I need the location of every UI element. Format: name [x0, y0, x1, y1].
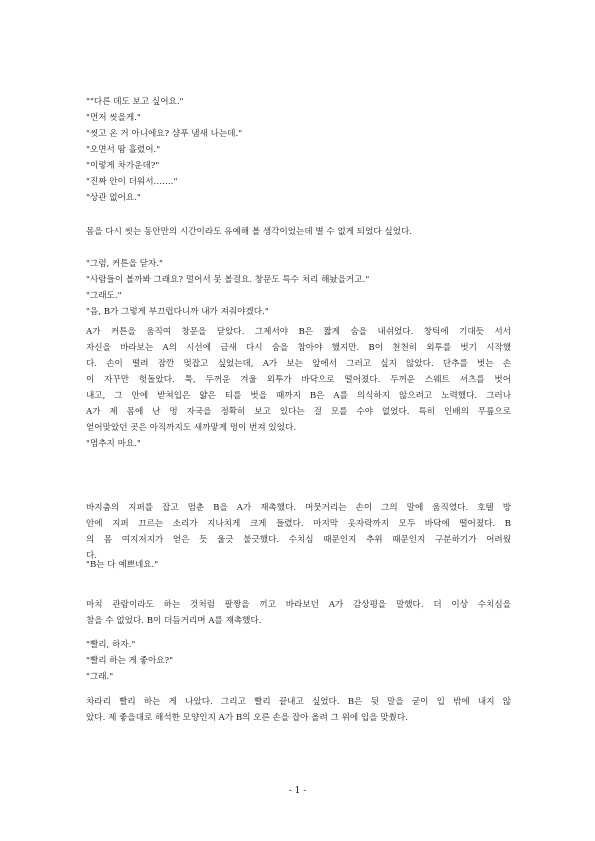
narration-line: 의 몸 여지저지가 얻은 듯 울긋 불긋했다. 수치심 때문인지 추위 때문인지 구분하기가 어려웠 [86, 535, 511, 545]
dialogue-line: ""다른 데도 보고 싶어요." [86, 97, 184, 107]
dialogue-line: "씻고 온 거 아니에요? 샴푸 냄새 나는데." [86, 129, 243, 139]
dialogue-line: "그럼, 커튼을 닫자." [86, 259, 163, 269]
dialogue-line: "멈추지 마요." [86, 439, 141, 449]
narration-paragraph-1 [86, 224, 511, 240]
narration-line: 자신을 바라보는 A의 시선에 금새 다시 숨을 참아야 했지만. B이 천천히 외투를 벗기 시작했 [86, 343, 511, 353]
narration-line: 몸을 다시 씻는 동안만의 시간이라도 유예해 볼 생각이었는데 별 수 없게 되었다 싶었다. [86, 227, 413, 237]
dialogue-line: "음, B가 그렇게 부끄럽다니까 내가 져줘야겠다." [86, 307, 269, 317]
narration-line: A가 제 몸에 난 멍 자국을 정확히 보고 있다는 걸 모를 수야 없었다. 특히 인배의 무릎으로 [86, 407, 511, 417]
dialogue-line: "먼저 씻을게." [86, 113, 141, 123]
dialogue-line: "이렇게 차가운데?" [86, 161, 160, 171]
narration-line: 차라리 빨리 하는 게 나았다. 그리고 빨리 끝내고 싶었다. B은 뒷 말을 굳이 입 밖에 내지 않 [86, 697, 511, 707]
page-number: - 1 - [288, 786, 307, 796]
narration-paragraph-2 [86, 324, 511, 452]
narration-line: 내고, 그 안에 받쳐입은 얇은 티를 벗을 때까지 B은 A를 의식하지 않으려고 노력했다. 그러나 [86, 391, 511, 401]
narration-paragraph-3 [86, 500, 511, 564]
narration-line: A가 커튼을 움직여 창문을 닫았다. 그제서야 B은 짧게 숨을 내쉬었다. 창틱에 기대듯 서서 [86, 327, 511, 337]
narration-line: 바지춤의 지퍼를 잡고 멈춘 B을 A가 재촉했다. 머뭇거리는 손이 그의 말에 움직였다. 호텔 방 [86, 503, 511, 513]
narration-line: 참을 수 없었다. B이 더듬거리며 A를 재촉했다. [86, 616, 262, 626]
dialogue-line: "그래." [86, 672, 114, 682]
dialogue-line: "상관 없어요." [86, 193, 141, 203]
dialogue-line: "진짜 안이 더워서……." [86, 177, 178, 187]
narration-line: 다. 손이 떨려 잠깐 멎잡고 싶었는데, A가 보는 앞에서 그러고 싶지 않았다. 단추를 벗는 손 [86, 359, 511, 369]
narration-paragraph-4 [86, 597, 511, 629]
narration-paragraph-5 [86, 694, 511, 726]
narration-line: 이 자꾸만 헛돌았다. 툭, 두꺼운 겨울 외투가 바닥으로 떨어졌다. 두꺼운 스웨트 셔츠를 벗어 [86, 375, 511, 385]
narration-line: 았다. 제 좋을대로 해석한 모양인지 A가 B의 오른 손을 잡아 올려 그 위에 입을 맞췄다. [86, 713, 408, 723]
dialogue-line: "사람들이 볼까봐 그래요? 멀어서 못 볼걸요. 창문도 특수 처리 해놨을거고." [86, 275, 370, 285]
narration-line: 안에 지퍼 끄르는 소리가 지나치게 크게 들렸다. 마지막 옷자락까지 모두 바닥에 떨어졌다. B [86, 519, 511, 529]
dialogue-block-1 [86, 94, 511, 206]
dialogue-block-3 [86, 557, 511, 573]
narration-line: 얻어맞았던 곳은 아직까지도 새까맣게 멍이 번져 있었다. [86, 423, 297, 433]
narration-line: 마치 관람이라도 하는 것처럼 팔짱을 끼고 바라보던 A가 감상평을 말했다. 더 이상 수치심을 [86, 600, 511, 610]
narration-line: 다. [86, 551, 98, 561]
dialogue-line: "오면서 땀 흘렸어." [86, 145, 161, 155]
dialogue-block-2 [86, 256, 511, 320]
dialogue-line: "빨리, 하자." [86, 640, 136, 650]
dialogue-block-4 [86, 637, 511, 685]
dialogue-line: "빨리 하는 게 좋아요?" [86, 656, 174, 666]
dialogue-line: "B는 다 예쁘네요." [86, 560, 159, 570]
dialogue-line: "그래도." [86, 291, 122, 301]
